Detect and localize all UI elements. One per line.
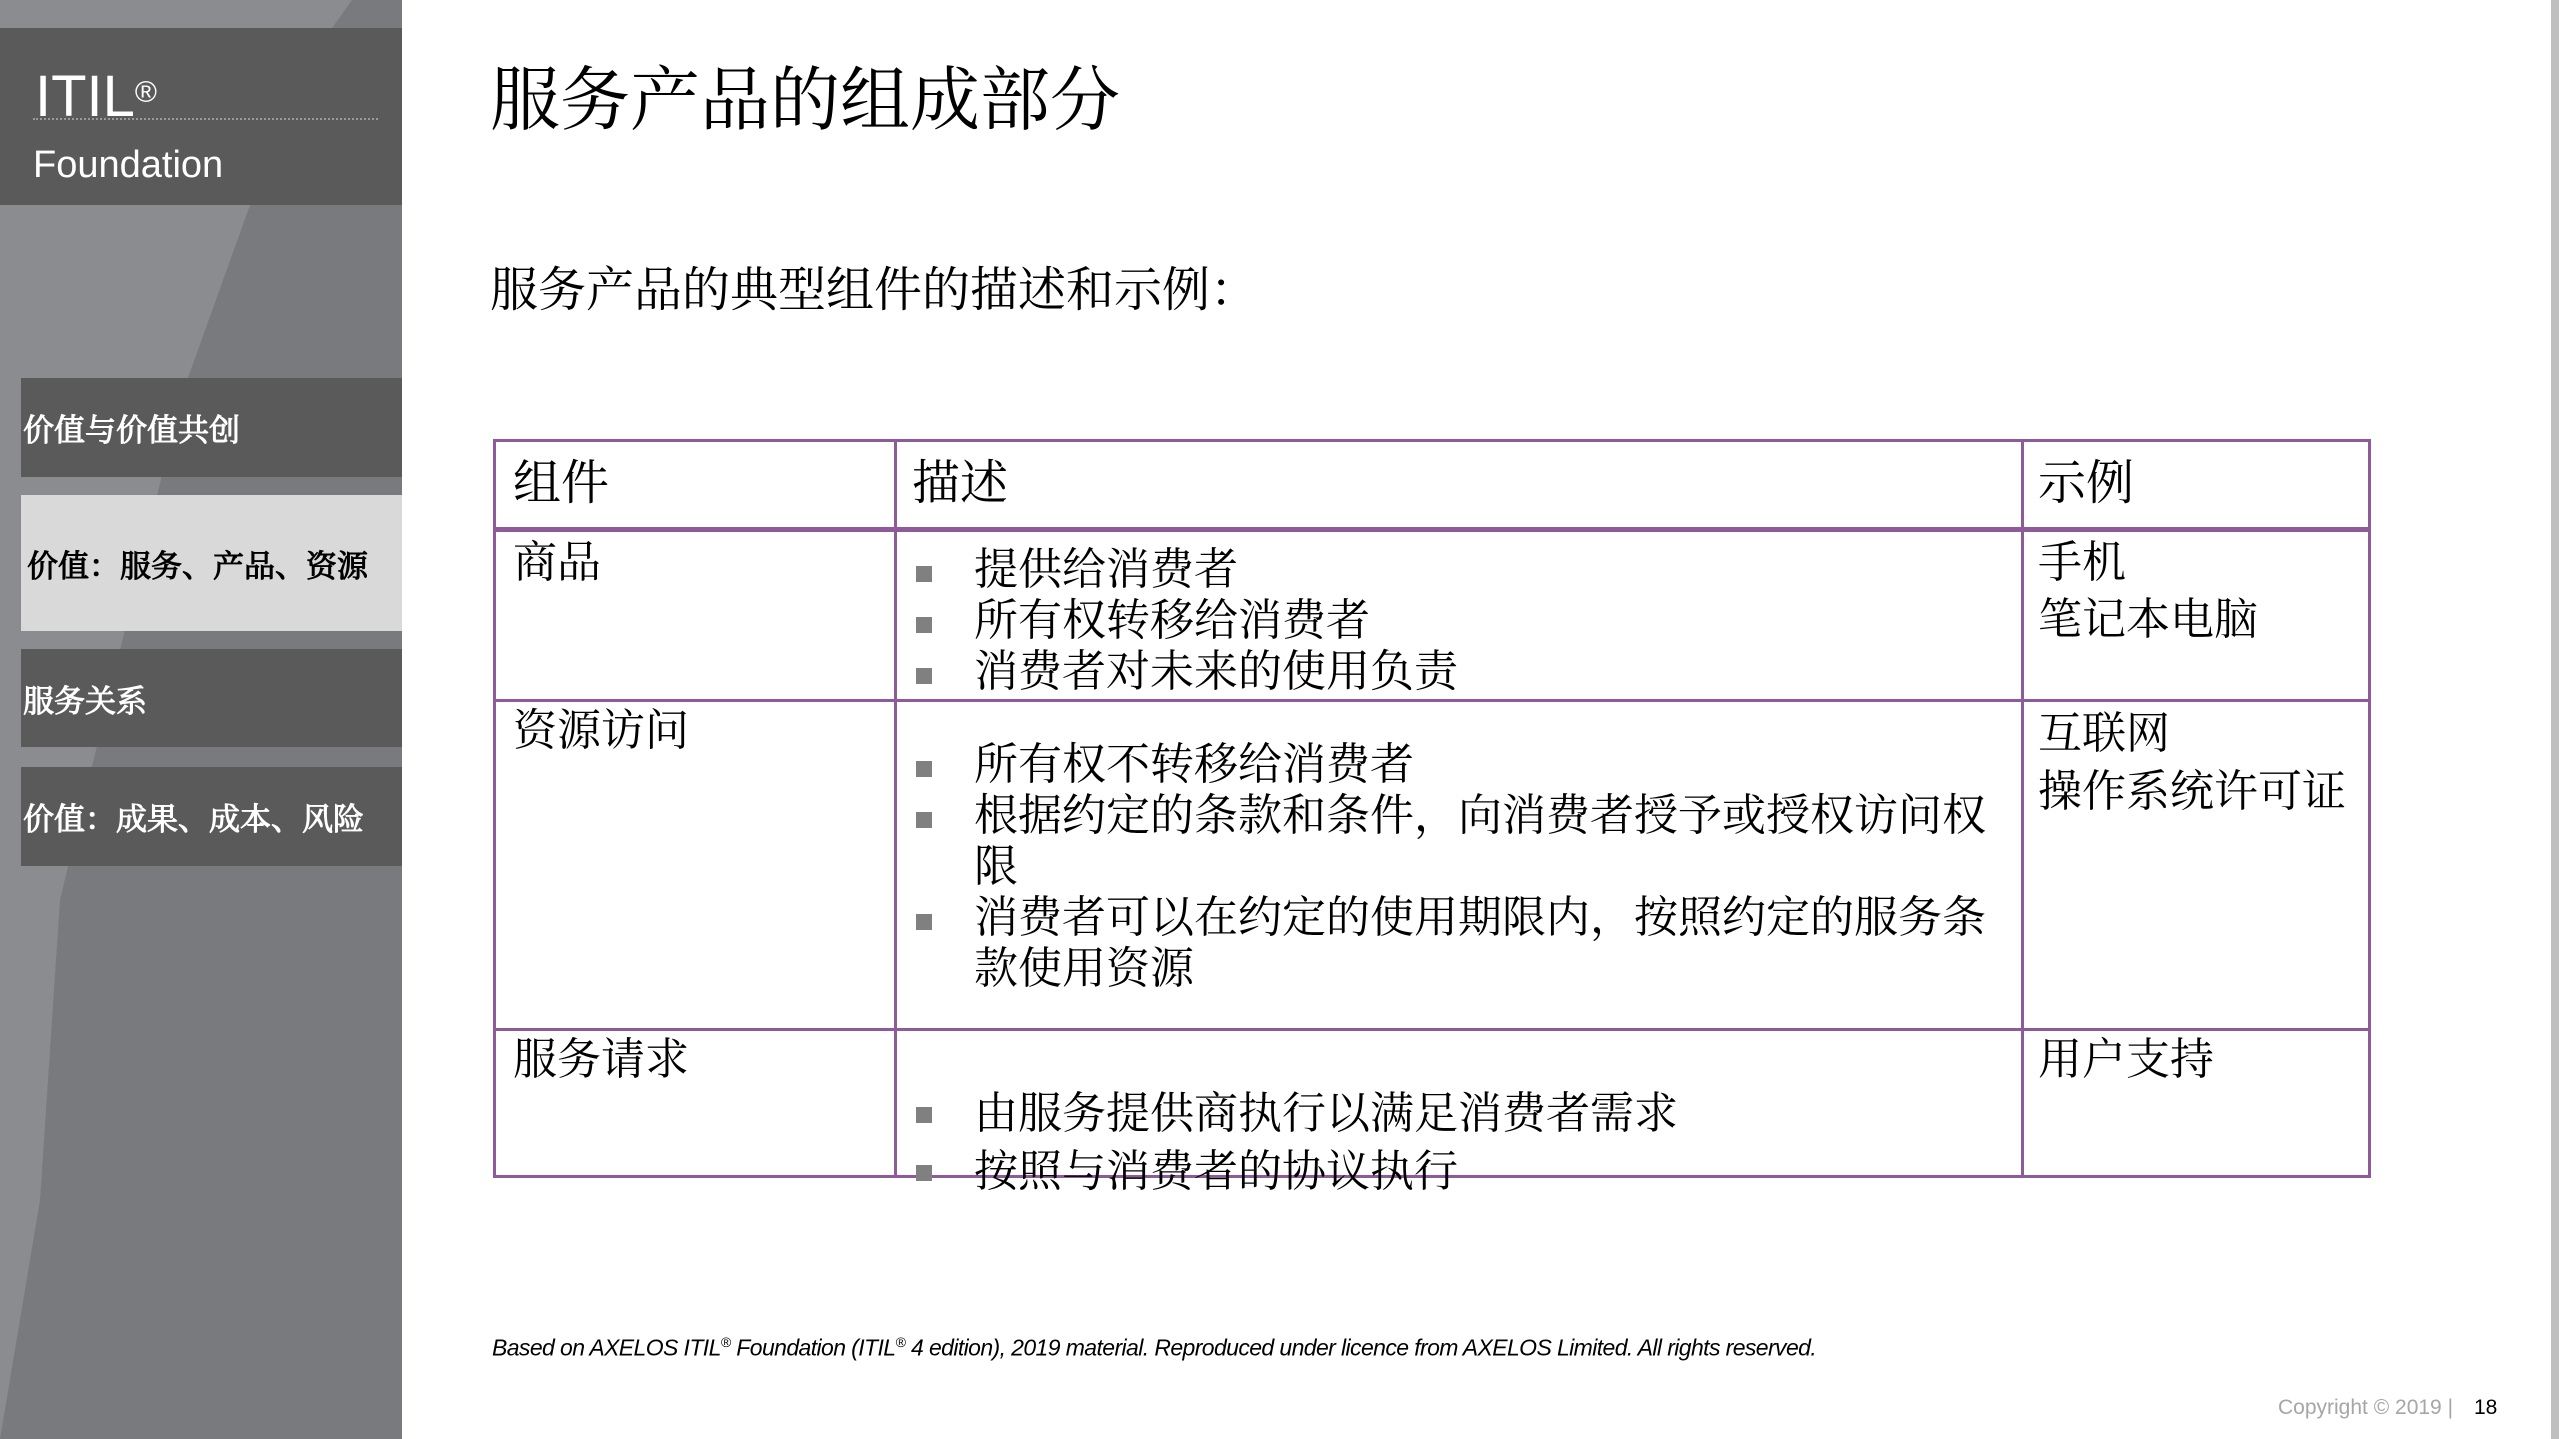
column-divider <box>2021 442 2024 1175</box>
window-edge-scrollbar[interactable] <box>2551 0 2559 1439</box>
example-item: 操作系统许可证 <box>2038 766 2346 817</box>
example-item: 用户支持 <box>2038 1034 2214 1085</box>
footnote-text: 4 edition), 2019 material. Reproduced under licence from AXELOS Limited. All rights reserved. <box>905 1334 1817 1361</box>
description-item: 所有权不转移给消费者 <box>896 739 2006 790</box>
table-row-1-descriptions <box>896 544 2006 697</box>
sidebar-item-value-services-products-resources[interactable] <box>21 495 402 631</box>
brand-title-text: ITIL <box>35 64 135 129</box>
table-row-2-component: 资源访问 <box>513 705 689 756</box>
table-row-3-examples <box>2038 1034 2214 1086</box>
header-cell-description: 描述 <box>912 455 1009 511</box>
header-cell-example: 示例 <box>2038 455 2135 511</box>
description-item: 按照与消费者的协议执行 <box>896 1143 2006 1201</box>
table-row-2-examples <box>2038 705 2346 821</box>
registered-mark: ® <box>134 76 158 109</box>
description-item: 提供给消费者 <box>896 544 2006 595</box>
registered-mark: ® <box>895 1334 906 1350</box>
row-divider <box>496 1028 2368 1031</box>
sidebar-item-label: 价值：服务、产品、资源 <box>27 548 368 585</box>
table-row-3-component: 服务请求 <box>513 1034 689 1085</box>
sidebar-item-value-outcomes-costs-risks[interactable] <box>21 767 402 866</box>
header-divider <box>496 527 2368 532</box>
brand-block <box>0 28 402 205</box>
description-item: 所有权转移给消费者 <box>896 595 2006 646</box>
example-item: 笔记本电脑 <box>2038 594 2258 645</box>
table-row-3-descriptions <box>896 1085 2006 1201</box>
description-item: 消费者可以在约定的使用期限内，按照约定的服务条款使用资源 <box>896 892 2006 994</box>
table-row-2-descriptions <box>896 739 2006 994</box>
sidebar-item-label: 价值与价值共创 <box>23 413 240 449</box>
page-number: 18 <box>2474 1396 2498 1419</box>
table-row-1-component: 商品 <box>513 537 601 588</box>
description-item: 消费者对未来的使用负责 <box>896 646 2006 697</box>
header-cell-component: 组件 <box>513 455 610 511</box>
copyright-text: Copyright © 2019 | <box>2278 1396 2454 1419</box>
sidebar-item-value-cocreation[interactable] <box>21 378 402 477</box>
brand-subtitle: Foundation <box>33 144 224 186</box>
sidebar-item-label: 服务关系 <box>23 683 147 720</box>
source-footnote <box>492 1334 1816 1362</box>
description-item: 根据约定的条款和条件，向消费者授予或授权访问权限 <box>896 790 2006 892</box>
footnote-text: Based on AXELOS ITIL <box>492 1334 721 1361</box>
description-item: 由服务提供商执行以满足消费者需求 <box>896 1085 2006 1143</box>
dotted-divider <box>33 118 378 120</box>
page-subtitle: 服务产品的典型组件的描述和示例： <box>490 262 1259 318</box>
footnote-text: Foundation (ITIL <box>730 1334 896 1361</box>
row-divider <box>496 699 2368 702</box>
components-table <box>493 439 2371 1197</box>
example-item: 互联网 <box>2038 708 2170 759</box>
table-row-1-examples <box>2038 534 2258 648</box>
sidebar-item-label: 价值：成果、成本、风险 <box>23 802 364 838</box>
page-title: 服务产品的组成部分 <box>490 59 1120 141</box>
example-item: 手机 <box>2038 537 2126 588</box>
sidebar-item-service-relationships[interactable] <box>21 649 402 747</box>
registered-mark: ® <box>720 1334 731 1350</box>
sidebar <box>0 0 402 1439</box>
